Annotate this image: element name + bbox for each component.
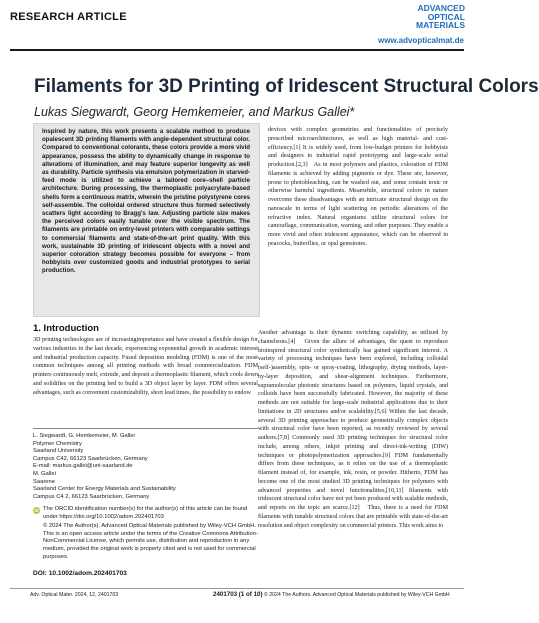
journal-url[interactable]: www.advopticalmat.de [378, 36, 464, 45]
affiliation-line: M. Gallei [33, 470, 56, 477]
introduction-right-bottom-text: Another advantage is their dynamic switching capability, as utilized by chameleons.[4] Given the allure of advantages, the quest to reproduce bioinspired structural color synthetically has gained significant interest. A variety of processing techniques have been explored, including colloidal (self-)assembly, spin- or spray-coating, lithography, drying methods, layer-by-layer deposition, and shear-alignment techniques. Furthermore, supramolecular photonic structures based on polymers, liquid crystals, and colloids have been successfully fabricated. However, the majority of these methods are not suitable for large-scale industrial applications due to their limitations in 2D structures and/or scalability.[5,6] Within the last decade, several 3D printing approaches to produce geometrically complex objects with structural color have been reported, as recently reviewed by several authors.[7,8] Commonly used 3D printing techniques for structural color include, among others, inkjet printing and direct-ink-writing (DIW) techniques or photopolymerization approaches.[9] FDM fundamentally differs from these techniques, as it relies on the use of a thermoplastic filament instead of, for example, ink, resin, or powder. Hitherto, FDM has become one of the most studied 3D printing techniques for polymers with advanced properties and novel functionalities,[10,11] filaments with iridescent structural color have not yet been produced with scalable methods, and reports on the topic are scarce.[12] Thus, there is a need for FDM filaments with tunable structural colors that are printable with state-of-the-art resolution and object complexity on commercial printers. This work aims to [258, 330, 448, 529]
article-type-label: RESEARCH ARTICLE [10, 11, 127, 23]
affiliation-line: Saarland University [33, 448, 84, 455]
orcid-text[interactable]: The ORCID identification number(s) for the author(s) of this article can be found under https://doi.org/10.1002/adom.202401703 [43, 506, 248, 520]
journal-logo [355, 4, 465, 30]
journal-logo-line-2: OPTICAL [427, 11, 465, 22]
affiliation-line: Saarland Center for Energy Materials and Sustainability [33, 486, 176, 493]
journal-logo-line-1: ADVANCED [417, 3, 465, 13]
doi[interactable]: DOI: 10.1002/adom.202401703 [33, 570, 127, 577]
introduction-left-text: 3D printing technologies are of increasingimportance and have created a flexible design for various industries in the last decade, experiencing exponential growth in academic interest and industrial production capacity. Fused deposition modeling (FDM) is one of the most common techniques among all printing methods with broad commercialization. FDM printers continuously melt, extrude, and deposit a thermoplastic filament, which cools down and solidifies on the printing bed to build a 3D object layer by layer. FDM offers several advantages, such as convenient customizability, short lead times, the possibility to endow [33, 337, 258, 396]
article-title: Filaments for 3D Printing of Iridescent Structural Colors [34, 76, 539, 97]
affiliation-line: Campus C4 2, 66123 Saarbrücken, Germany [33, 493, 150, 500]
footer-rule [10, 588, 464, 589]
section-heading-introduction: 1. Introduction [33, 323, 99, 334]
affiliation-line: Campus C42, 66123 Saarbrücken, Germany [33, 455, 148, 462]
header-rule [10, 49, 464, 51]
introduction-right-top-text: devices with complex geometries and functionalities of precisely prescribed microarchitectures, as well as high material- and cost-efficiency.[1] It is widely used, from low-budget printers for hobbyists and designers to industrial rapid prototyping and large-scale serial production.[2,3] As in most polymers and plastics, coloration of FDM filaments is achieved by adding pigments or dye. These are, however, prone to photobleaching, can be washed out, and some contain toxic or otherwise harmful ingredients. Meanwhile, structural colors in nature overcome these disadvantages with an intricate structural design on the nanoscale in terms of light scattering on periodic alterations of the refractive index. Natural organisms utilize structural colors for camouflage, communication, warning, and other purposes. They enable a more vivid and often iridescent appearance, which can be observed in peacocks, butterflies, or opal gemstones. [268, 127, 448, 247]
affiliation-line: Saarene [33, 478, 55, 485]
affiliation-block [33, 433, 258, 501]
affiliation-email[interactable]: E-mail: markus.gallei@uni-saarland.de [33, 463, 133, 470]
affiliation-line: Polymer Chemistry [33, 440, 82, 447]
orcid-icon: iD [34, 507, 39, 513]
journal-logo-line-3: MATERIALS [416, 20, 465, 30]
footer-copyright: © 2024 The Authors. Advanced Optical Materials published by Wiley-VCH GmbH [264, 592, 450, 598]
affiliation-line: L. Siegwardt, G. Hemkemeier, M. Gallei [33, 433, 135, 439]
affiliation-divider [33, 428, 258, 429]
orcid-license-block [33, 506, 258, 561]
article-authors: Lukas Siegwardt, Georg Hemkemeier, and Markus Gallei* [34, 105, 355, 119]
license-text: © 2024 The Author(s). Advanced Optical Materials published by Wiley-VCH GmbH. This is an open access article under the terms of the Creative Commons Attribution-NonCommercial License, which permits use, distribution and reproduction in any medium, provided the original work is properly cited and is not used for commercial purposes. [43, 523, 258, 560]
footer-citation: Adv. Optical Mater. 2024, 12, 2401703 [30, 592, 119, 598]
abstract-text: Inspired by nature, this work presents a scalable method to produce opalescent 3D printing filaments with angle-dependent structural color. Compared to conventional colorants, these colors provide a more vivid appearance, possess the ability to dynamically change in response to alterations of illumination, and may feature superior longevity as well as durability. Particle synthesis via emulsion polymerization in starved-feed mode is utilized to achieve a tailored core–shell particle architecture. During processing, the thermoplastic polyacrylate-based shells form a continuous matrix, wherein the pristine polystyrene cores self-assemble. The colloidal ordered structure thus formed selectively scatters light according to Bragg's law. Adjusting particle size makes the perceived colors easily tunable over the visible spectrum. The filaments are printable on entry-level printers with comparable settings to commercial filaments and state-of-the-art print quality. With this work, sustainable 3D printing of iridescent objects with a novel and superior coloration strategy becomes possible for everyone – from hobbyists over customized goods and industrial prototypes to serial production. [42, 128, 250, 275]
footer-page-number: 2401703 (1 of 10) [213, 591, 263, 598]
